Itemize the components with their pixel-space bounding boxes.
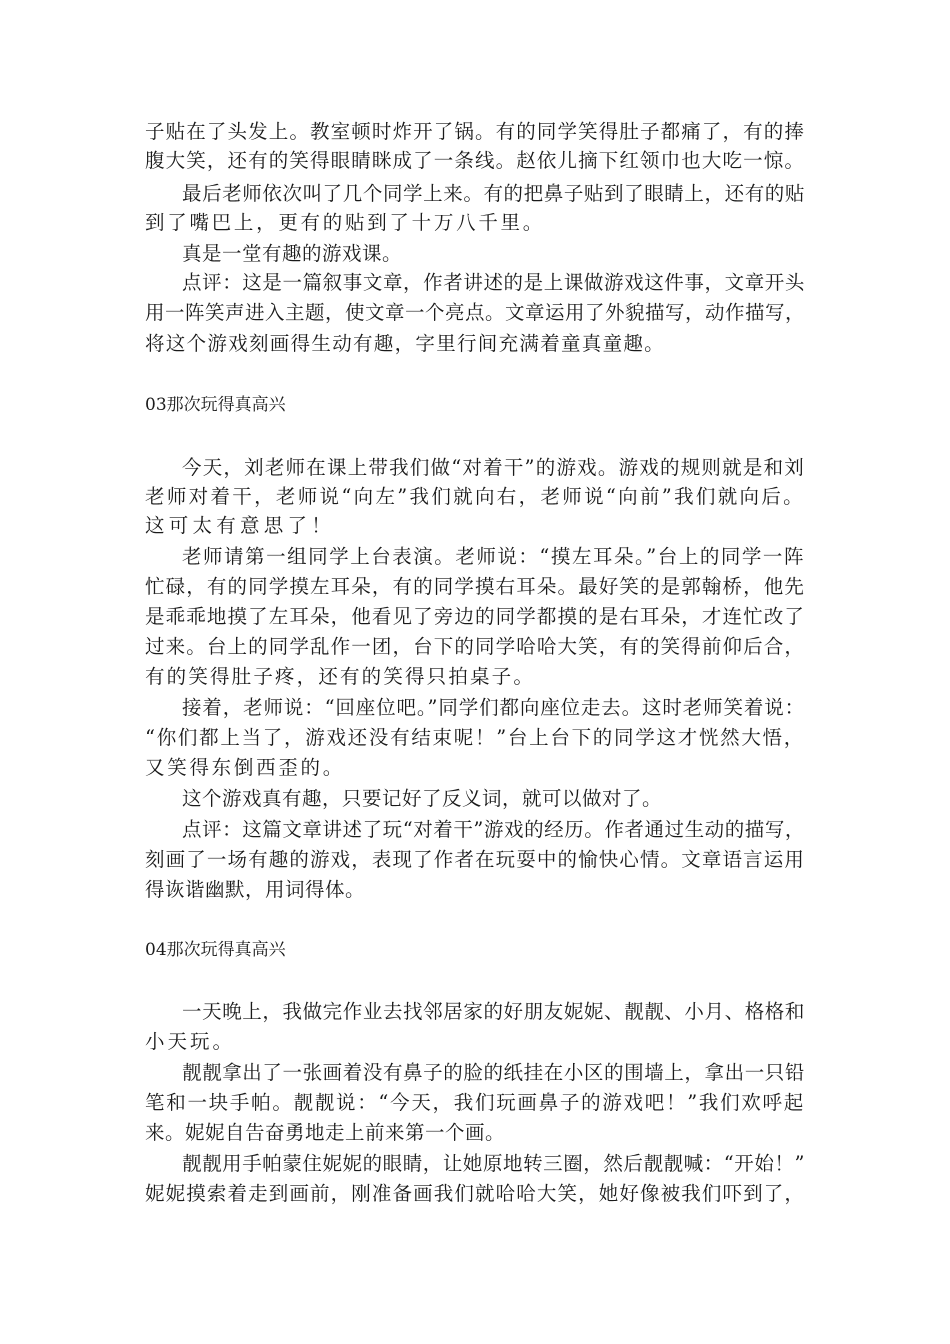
paragraph-line: 有的笑得肚子疼，还有的笑得只拍桌子。 [145,665,535,688]
paragraph-line: 来。妮妮自告奋勇地走上前来第一个画。 [145,1121,505,1144]
paragraph-line: “你们都上当了，游戏还没有结束呢！”台上台下的同学这才恍然大悟， [145,726,805,749]
paragraph-line: 今天，刘老师在课上带我们做“对着干”的游戏。游戏的规则就是和刘 [182,456,805,479]
paragraph-line: 用一阵笑声进入主题，使文章一个亮点。文章运用了外貌描写，动作描写， [145,301,805,324]
paragraph-line: 得诙谐幽默，用词得体。 [145,878,365,901]
paragraph-line: 靓靓用手帕蒙住妮妮的眼睛，让她原地转三圈，然后靓靓喊：“开始！” [182,1152,805,1175]
paragraph-line: 点评：这篇文章讲述了玩“对着干”游戏的经历。作者通过生动的描写， [182,818,805,841]
paragraph-line: 小天玩。 [145,1030,235,1053]
paragraph-line: 老师请第一组同学上台表演。老师说：“摸左耳朵。”台上的同学一阵 [182,545,805,568]
paragraph-line: 将这个游戏刻画得生动有趣，字里行间充满着童真童趣。 [145,332,665,355]
paragraph-line: 接着，老师说：“回座位吧。”同学们都向座位走去。这时老师笑着说： [182,696,805,719]
paragraph-line: 妮妮摸索着走到画前，刚准备画我们就哈哈大笑，她好像被我们吓到了， [145,1182,805,1205]
paragraph-line: 老师对着干，老师说“向左”我们就向右，老师说“向前”我们就向后。 [145,485,805,508]
paragraph-line: 这可太有意思了！ [145,514,335,537]
paragraph-line: 笔和一块手帕。靓靓说：“今天，我们玩画鼻子的游戏吧！”我们欢呼起 [145,1091,805,1114]
paragraph-line: 腹大笑，还有的笑得眼睛眯成了一条线。赵依儿摘下红领巾也大吃一惊。 [145,149,805,172]
paragraph-line: 又笑得东倒西歪的。 [145,756,345,779]
paragraph-line: 靓靓拿出了一张画着没有鼻子的脸的纸挂在小区的围墙上，拿出一只铅 [182,1061,805,1084]
paragraph-line: 刻画了一场有趣的游戏，表现了作者在玩耍中的愉快心情。文章语言运用 [145,848,805,871]
section-heading: 03那次玩得真高兴 [145,395,286,415]
paragraph-line: 最后老师依次叫了几个同学上来。有的把鼻子贴到了眼睛上，还有的贴 [182,182,805,205]
paragraph-line: 到了嘴巴上，更有的贴到了十万八千里。 [145,211,545,234]
paragraph-line: 点评：这是一篇叙事文章，作者讲述的是上课做游戏这件事，文章开头 [182,271,805,294]
paragraph-line: 是乖乖地摸了左耳朵，他看见了旁边的同学都摸的是右耳朵，才连忙改了 [145,605,805,628]
paragraph-line: 忙碌，有的同学摸左耳朵，有的同学摸右耳朵。最好笑的是郭翰桥，他先 [145,575,805,598]
section-heading: 04那次玩得真高兴 [145,940,286,960]
paragraph-line: 真是一堂有趣的游戏课。 [182,242,402,265]
paragraph-line: 这个游戏真有趣，只要记好了反义词，就可以做对了。 [182,787,662,810]
paragraph-line: 一天晚上，我做完作业去找邻居家的好朋友妮妮、靓靓、小月、格格和 [182,1000,805,1023]
paragraph-line: 子贴在了头发上。教室顿时炸开了锅。有的同学笑得肚子都痛了，有的捧 [145,120,805,143]
paragraph-line: 过来。台上的同学乱作一团，台下的同学哈哈大笑，有的笑得前仰后合， [145,635,805,658]
